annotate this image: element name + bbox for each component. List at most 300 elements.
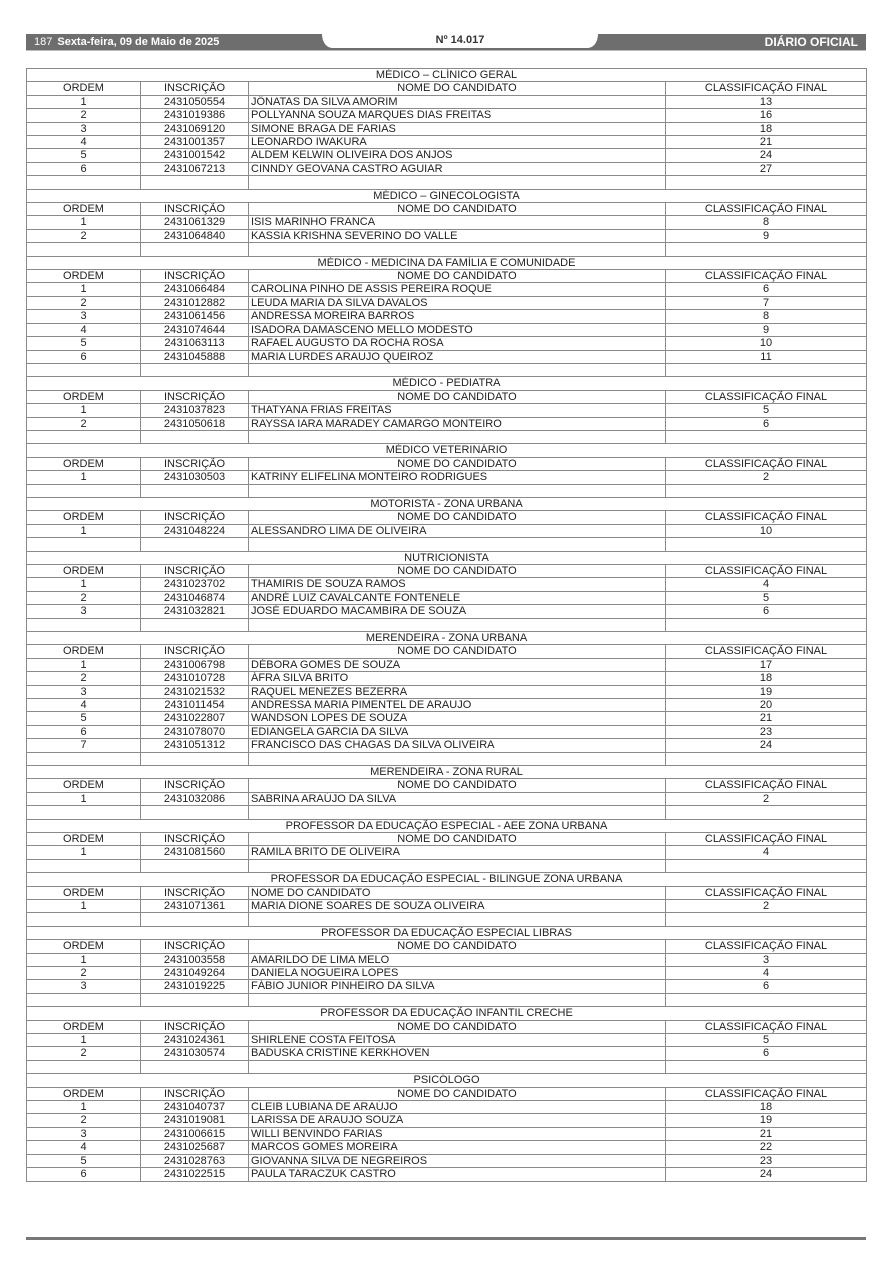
inscricao-cell: 2431010728 [141,672,249,685]
spacer-cell [666,806,867,819]
candidate-name-cell: LEUDA MARIA DA SILVA DAVALOS [249,296,666,309]
candidate-name-cell: ISIS MARINHO FRANCA [249,216,666,229]
ordem-cell: 3 [27,122,141,135]
spacer-cell [249,806,666,819]
ordem-cell: 2 [27,1047,141,1060]
section-title-row [27,444,867,457]
inscricao-cell: 2431063113 [141,337,249,350]
section-title: NUTRICIONISTA [27,551,867,564]
ordem-cell: 4 [27,136,141,149]
inscricao-cell: 2431030503 [141,471,249,484]
classificacao-cell: 9 [666,229,867,242]
ordem-cell: 1 [27,404,141,417]
table-row [27,404,867,417]
table-row [27,980,867,993]
column-header-ordem: ORDEM [27,645,141,658]
inscricao-cell: 2431040737 [141,1101,249,1114]
ordem-cell: 6 [27,162,141,175]
classificacao-cell: 6 [666,980,867,993]
spacer-cell [249,363,666,376]
ordem-cell: 2 [27,229,141,242]
spacer-cell [666,1060,867,1073]
candidate-name-cell: MARIA LURDES ARAUJO QUEIROZ [249,350,666,363]
table-row [27,136,867,149]
spacer-cell [27,363,141,376]
candidate-name-cell: SHIRLENE COSTA FEITOSA [249,1034,666,1047]
section-title-row [27,189,867,202]
column-header-ordem: ORDEM [27,886,141,899]
classificacao-cell: 5 [666,591,867,604]
inscricao-cell: 2431037823 [141,404,249,417]
candidate-name-cell: WANDSON LOPES DE SOUZA [249,712,666,725]
table-row [27,95,867,108]
column-header-classificacao: CLASSIFICAÇÃO FINAL [666,203,867,216]
classificacao-cell: 19 [666,1114,867,1127]
inscricao-cell: 2431001542 [141,149,249,162]
column-header-nome: NOME DO CANDIDATO [249,82,666,95]
ordem-cell: 4 [27,1141,141,1154]
section-title-row [27,377,867,390]
section-title-row [27,69,867,82]
ordem-cell: 4 [27,698,141,711]
table-row [27,1034,867,1047]
inscricao-cell: 2431069120 [141,122,249,135]
spacer-cell [141,752,249,765]
column-header-ordem: ORDEM [27,940,141,953]
table-row [27,591,867,604]
ordem-cell: 5 [27,337,141,350]
inscricao-cell: 2431012882 [141,296,249,309]
classificacao-cell: 10 [666,524,867,537]
section-title-row [27,497,867,510]
candidate-name-cell: JÔNATAS DA SILVA AMORIM [249,95,666,108]
section-title: PROFESSOR DA EDUCAÇÃO ESPECIAL - AEE ZONA URBANA [27,819,867,832]
ordem-cell: 4 [27,323,141,336]
column-header-classificacao: CLASSIFICAÇÃO FINAL [666,1020,867,1033]
ordem-cell: 1 [27,283,141,296]
spacer-cell [141,430,249,443]
ordem-cell: 5 [27,1154,141,1167]
table-row [27,685,867,698]
table-row [27,698,867,711]
column-header-classificacao: CLASSIFICAÇÃO FINAL [666,457,867,470]
column-header-inscricao: INSCRIÇÃO [141,457,249,470]
page-header [26,34,866,51]
ordem-cell: 5 [27,712,141,725]
inscricao-cell: 2431006798 [141,658,249,671]
column-header-ordem: ORDEM [27,1020,141,1033]
candidate-name-cell: DANIELA NOGUEIRA LOPES [249,967,666,980]
ordem-cell: 1 [27,95,141,108]
column-header-row [27,564,867,577]
section-title: MÉDICO – GINECOLOGISTA [27,189,867,202]
column-header-row [27,645,867,658]
column-header-classificacao: CLASSIFICAÇÃO FINAL [666,82,867,95]
ordem-cell: 6 [27,725,141,738]
column-header-nome: NOME DO CANDIDATO [249,833,666,846]
column-header-nome: NOME DO CANDIDATO [249,457,666,470]
header-divider [26,50,866,51]
spacer-cell [27,243,141,256]
classificacao-cell: 8 [666,216,867,229]
ordem-cell: 2 [27,109,141,122]
inscricao-cell: 2431066484 [141,283,249,296]
table-row [27,739,867,752]
table-row [27,162,867,175]
section-title-row [27,926,867,939]
section-title: MÉDICO VETERINÁRIO [27,444,867,457]
table-row [27,1154,867,1167]
column-header-classificacao: CLASSIFICAÇÃO FINAL [666,940,867,953]
column-header-inscricao: INSCRIÇÃO [141,1087,249,1100]
candidate-name-cell: RAYSSA IARA MARADEY CAMARGO MONTEIRO [249,417,666,430]
candidate-name-cell: ANDRESSA MOREIRA BARROS [249,310,666,323]
inscricao-cell: 2431078070 [141,725,249,738]
spacer-cell [27,806,141,819]
column-header-ordem: ORDEM [27,390,141,403]
inscricao-cell: 2431030574 [141,1047,249,1060]
classificacao-cell: 21 [666,712,867,725]
inscricao-cell: 2431067213 [141,162,249,175]
spacer-cell [249,484,666,497]
classificacao-cell: 21 [666,136,867,149]
classificacao-cell: 2 [666,900,867,913]
spacer-cell [249,913,666,926]
column-header-nome: NOME DO CANDIDATO [249,203,666,216]
candidate-name-cell: BADUSKA CRISTINE KERKHOVEN [249,1047,666,1060]
ordem-cell: 3 [27,1127,141,1140]
classificacao-cell: 22 [666,1141,867,1154]
ordem-cell: 1 [27,792,141,805]
candidate-name-cell: THATYANA FRIAS FREITAS [249,404,666,417]
column-header-nome: NOME DO CANDIDATO [249,1020,666,1033]
spacer-row [27,752,867,765]
section-title: MERENDEIRA - ZONA RURAL [27,766,867,779]
table-row [27,417,867,430]
ordem-cell: 2 [27,967,141,980]
column-header-inscricao: INSCRIÇÃO [141,886,249,899]
classificacao-cell: 8 [666,310,867,323]
candidate-name-cell: DÉBORA GOMES DE SOUZA [249,658,666,671]
section-title: MÉDICO – CLÍNICO GERAL [27,69,867,82]
candidate-name-cell: ANDRÉ LUIZ CAVALCANTE FONTENELE [249,591,666,604]
section-title-row [27,256,867,269]
inscricao-cell: 2431001357 [141,136,249,149]
spacer-row [27,859,867,872]
inscricao-cell: 2431032086 [141,792,249,805]
spacer-row [27,176,867,189]
spacer-cell [141,618,249,631]
spacer-cell [141,484,249,497]
candidate-name-cell: GIOVANNA SILVA DE NEGREIROS [249,1154,666,1167]
table-row [27,296,867,309]
section-title: PROFESSOR DA EDUCAÇÃO INFANTIL CRECHE [27,1007,867,1020]
classificacao-cell: 19 [666,685,867,698]
column-header-ordem: ORDEM [27,511,141,524]
candidate-name-cell: PAULA TARACZUK CASTRO [249,1168,666,1181]
classificacao-cell: 5 [666,1034,867,1047]
candidate-name-cell: THAMIRIS DE SOUZA RAMOS [249,578,666,591]
column-header-classificacao: CLASSIFICAÇÃO FINAL [666,390,867,403]
column-header-row [27,82,867,95]
column-header-row [27,779,867,792]
classificacao-cell: 2 [666,792,867,805]
spacer-row [27,1060,867,1073]
column-header-ordem: ORDEM [27,203,141,216]
ordem-cell: 1 [27,900,141,913]
classificacao-cell: 2 [666,471,867,484]
section-title-row [27,551,867,564]
spacer-row [27,243,867,256]
inscricao-cell: 2431046874 [141,591,249,604]
candidate-name-cell: MARIA DIONE SOARES DE SOUZA OLIVEIRA [249,900,666,913]
inscricao-cell: 2431050554 [141,95,249,108]
candidate-name-cell: SIMONE BRAGA DE FARIAS [249,122,666,135]
candidate-name-cell: FRANCISCO DAS CHAGAS DA SILVA OLIVEIRA [249,739,666,752]
spacer-row [27,806,867,819]
candidate-name-cell: KASSIA KRISHNA SEVERINO DO VALLE [249,229,666,242]
column-header-nome: NOME DO CANDIDATO [249,564,666,577]
spacer-cell [249,176,666,189]
spacer-cell [141,363,249,376]
candidate-name-cell: LARISSA DE ARAUJO SOUZA [249,1114,666,1127]
candidate-name-cell: ISADORA DAMASCENO MELLO MODESTO [249,323,666,336]
ordem-cell: 1 [27,1101,141,1114]
classificacao-cell: 24 [666,149,867,162]
classificacao-cell: 16 [666,109,867,122]
ordem-cell: 5 [27,149,141,162]
spacer-cell [141,538,249,551]
publication-name: DIÁRIO OFICIAL [764,35,858,49]
spacer-row [27,993,867,1006]
table-row [27,1127,867,1140]
inscricao-cell: 2431050618 [141,417,249,430]
column-header-nome: NOME DO CANDIDATO [249,645,666,658]
ordem-cell: 1 [27,1034,141,1047]
column-header-nome: NOME DO CANDIDATO [249,511,666,524]
column-header-classificacao: CLASSIFICAÇÃO FINAL [666,564,867,577]
ordem-cell: 1 [27,578,141,591]
classificacao-cell: 20 [666,698,867,711]
classificacao-cell: 4 [666,846,867,859]
table-row [27,1141,867,1154]
results-table [26,68,867,1182]
classificacao-cell: 18 [666,672,867,685]
inscricao-cell: 2431032821 [141,605,249,618]
spacer-cell [249,430,666,443]
spacer-cell [249,993,666,1006]
candidate-name-cell: POLLYANNA SOUZA MARQUES DIAS FREITAS [249,109,666,122]
classificacao-cell: 4 [666,578,867,591]
column-header-inscricao: INSCRIÇÃO [141,270,249,283]
spacer-cell [141,993,249,1006]
ordem-cell: 3 [27,685,141,698]
inscricao-cell: 2431074644 [141,323,249,336]
spacer-cell [27,176,141,189]
ordem-cell: 2 [27,672,141,685]
edition-number: Nº 14.017 [435,34,485,46]
ordem-cell: 1 [27,216,141,229]
column-header-inscricao: INSCRIÇÃO [141,511,249,524]
column-header-row [27,886,867,899]
section-title: MÉDICO - PEDIATRA [27,377,867,390]
candidate-name-cell: RAMILA BRITO DE OLIVEIRA [249,846,666,859]
table-row [27,337,867,350]
column-header-inscricao: INSCRIÇÃO [141,779,249,792]
column-header-nome: NOME DO CANDIDATO [249,940,666,953]
inscricao-cell: 2431048224 [141,524,249,537]
spacer-cell [27,1060,141,1073]
table-row [27,792,867,805]
classificacao-cell: 6 [666,283,867,296]
section-title: PROFESSOR DA EDUCAÇÃO ESPECIAL - BILINGUE ZONA URBANA [27,873,867,886]
section-title: MÉDICO - MEDICINA DA FAMÍLIA E COMUNIDADE [27,256,867,269]
column-header-ordem: ORDEM [27,779,141,792]
table-row [27,310,867,323]
column-header-classificacao: CLASSIFICAÇÃO FINAL [666,1087,867,1100]
column-header-inscricao: INSCRIÇÃO [141,833,249,846]
inscricao-cell: 2431061329 [141,216,249,229]
column-header-nome: NOME DO CANDIDATO [249,390,666,403]
inscricao-cell: 2431064840 [141,229,249,242]
classificacao-cell: 10 [666,337,867,350]
column-header-ordem: ORDEM [27,270,141,283]
ordem-cell: 1 [27,471,141,484]
spacer-row [27,363,867,376]
inscricao-cell: 2431051312 [141,739,249,752]
column-header-row [27,511,867,524]
table-row [27,1114,867,1127]
section-title-row [27,873,867,886]
candidate-name-cell: KATRINY ELIFELINA MONTEIRO RODRIGUES [249,471,666,484]
inscricao-cell: 2431023702 [141,578,249,591]
candidate-name-cell: MARCOS GOMES MOREIRA [249,1141,666,1154]
spacer-cell [27,430,141,443]
table-row [27,712,867,725]
classificacao-cell: 6 [666,417,867,430]
ordem-cell: 2 [27,1114,141,1127]
column-header-inscricao: INSCRIÇÃO [141,645,249,658]
classificacao-cell: 5 [666,404,867,417]
section-title: PSICÓLOGO [27,1074,867,1087]
spacer-cell [27,752,141,765]
candidate-name-cell: RAQUEL MENEZES BEZERRA [249,685,666,698]
inscricao-cell: 2431025687 [141,1141,249,1154]
spacer-row [27,913,867,926]
inscricao-cell: 2431003558 [141,953,249,966]
classificacao-cell: 27 [666,162,867,175]
candidate-name-cell: SABRINA ARAÚJO DA SILVA [249,792,666,805]
classificacao-cell: 11 [666,350,867,363]
spacer-cell [666,363,867,376]
classificacao-cell: 24 [666,739,867,752]
page-number: 187 [34,36,53,48]
column-header-classificacao: CLASSIFICAÇÃO FINAL [666,511,867,524]
table-row [27,1101,867,1114]
spacer-cell [27,993,141,1006]
table-row [27,149,867,162]
classificacao-cell: 17 [666,658,867,671]
classificacao-cell: 6 [666,605,867,618]
candidate-name-cell: CAROLINA PINHO DE ASSIS PEREIRA ROQUE [249,283,666,296]
section-title-row [27,819,867,832]
table-row [27,578,867,591]
spacer-cell [666,752,867,765]
inscricao-cell: 2431019225 [141,980,249,993]
table-row [27,524,867,537]
classificacao-cell: 9 [666,323,867,336]
spacer-cell [141,1060,249,1073]
candidate-name-cell: EDIANGELA GARCIA DA SILVA [249,725,666,738]
spacer-cell [141,859,249,872]
ordem-cell: 3 [27,310,141,323]
spacer-cell [249,859,666,872]
table-row [27,967,867,980]
section-title-row [27,1074,867,1087]
classificacao-cell: 18 [666,122,867,135]
classificacao-cell: 4 [666,967,867,980]
candidate-name-cell: AMARILDO DE LIMA MELO [249,953,666,966]
candidate-name-cell: RAFAEL AUGUSTO DA ROCHA ROSA [249,337,666,350]
inscricao-cell: 2431024361 [141,1034,249,1047]
inscricao-cell: 2431081560 [141,846,249,859]
spacer-cell [666,176,867,189]
inscricao-cell: 2431006615 [141,1127,249,1140]
column-header-nome: NOME DO CANDIDATO [249,270,666,283]
classificacao-cell: 21 [666,1127,867,1140]
spacer-cell [666,913,867,926]
candidate-name-cell: ÁFRA SILVA BRITO [249,672,666,685]
spacer-cell [141,806,249,819]
section-title: PROFESSOR DA EDUCAÇÃO ESPECIAL LIBRAS [27,926,867,939]
table-row [27,658,867,671]
section-title: MERENDEIRA - ZONA URBANA [27,631,867,644]
column-header-ordem: ORDEM [27,457,141,470]
section-title-row [27,1007,867,1020]
publication-date: Sexta-feira, 09 de Maio de 2025 [57,36,220,48]
spacer-cell [666,243,867,256]
column-header-inscricao: INSCRIÇÃO [141,564,249,577]
table-row [27,605,867,618]
table-row [27,229,867,242]
header-left [34,35,219,49]
spacer-cell [27,618,141,631]
column-header-row [27,203,867,216]
spacer-row [27,430,867,443]
inscricao-cell: 2431045888 [141,350,249,363]
spacer-cell [666,993,867,1006]
spacer-cell [141,913,249,926]
column-header-classificacao: CLASSIFICAÇÃO FINAL [666,779,867,792]
column-header-inscricao: INSCRIÇÃO [141,203,249,216]
classificacao-cell: 3 [666,953,867,966]
column-header-row [27,833,867,846]
ordem-cell: 3 [27,605,141,618]
spacer-cell [141,243,249,256]
table-row [27,122,867,135]
spacer-cell [666,859,867,872]
column-header-classificacao: CLASSIFICAÇÃO FINAL [666,645,867,658]
classificacao-cell: 23 [666,1154,867,1167]
inscricao-cell: 2431011454 [141,698,249,711]
table-row [27,471,867,484]
ordem-cell: 1 [27,658,141,671]
ordem-cell: 3 [27,980,141,993]
spacer-cell [249,243,666,256]
spacer-cell [249,1060,666,1073]
ordem-cell: 2 [27,417,141,430]
table-row [27,725,867,738]
